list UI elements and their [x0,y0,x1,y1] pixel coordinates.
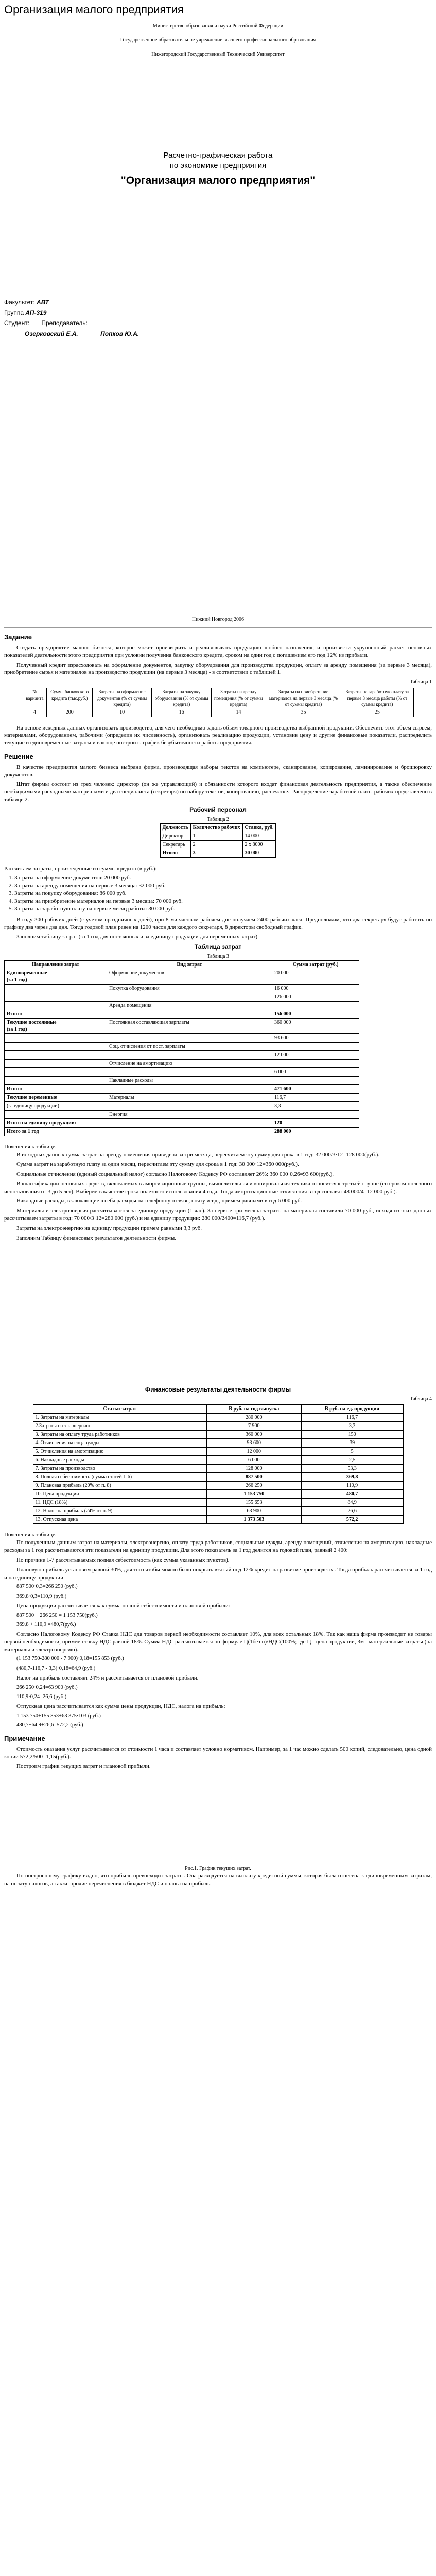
t2-header: Должность [160,823,190,832]
figure-caption: Рис.1. График текущих затрат. [185,1866,251,1872]
cell-text: Покупка оборудования [109,986,160,992]
table-cell: 360 000 [206,1430,301,1439]
table-cell [5,1010,107,1019]
table-cell [5,1019,107,1034]
cell-text: 116,7 [274,1094,286,1100]
table-cell: 53,3 [301,1464,403,1473]
cell-text: Отчисление на амортизацию [109,1060,172,1066]
table-row [5,1019,359,1034]
table-cell: 266 250 [206,1481,301,1490]
t1-cell: 10 [93,708,152,717]
table-row [5,985,359,993]
t3-header: Сумма затрат (руб.) [272,960,359,969]
table-cell: 155 653 [206,1498,301,1507]
t1-header: Затраты на аренду помещения (% от суммы кредита) [212,688,266,708]
table-row [33,1473,403,1482]
cell-text: 93 600 [274,1035,289,1041]
t1-header: Затраты на заработную плату за первые 3 месяца работы (% от суммы кредита) [341,688,413,708]
cell-subtext: (за 1 год) [7,1026,27,1032]
table-3 [4,960,359,1137]
table-cell [5,1110,107,1119]
table-cell: 5. Отчисления на амортизацию [33,1447,206,1456]
table-cell: 572,2 [301,1515,403,1524]
table-cell [5,1059,107,1068]
table-cell [5,1102,107,1111]
table-cell [107,1059,272,1068]
table-cell: 12 000 [206,1447,301,1456]
solution-paragraph-4: Заполним таблицу затрат (за 1 год для постоянных и за единицу продукции для переменных затрат). [16,934,259,940]
cell-text: Итого на единицу продукции: [7,1120,76,1126]
t1-cell: 14 [212,708,266,717]
table-cell [107,1093,272,1102]
fin-expl: Цена продукции рассчитывается как сумма полной себестоимости и плановой прибыли: [16,1602,230,1609]
table-cell [272,985,359,993]
t2-cell: 2 х 8000 [242,840,276,849]
t1-header: Затраты на оформление документов (% от суммы кредита) [93,688,152,708]
fin-expl: По построенному графику видно, что прибыль превосходит затраты. Она расходуется на выплату кредитной суммы, которая была отнесена к единовременным затратам, на оплату налогов, а также прочие перечисления в бюджет НДС и налога на прибыль. [4,1872,432,1887]
table-cell: 2,5 [301,1456,403,1465]
table-row [33,1507,403,1516]
table-cell [5,1042,107,1051]
t2-cell: 3 [190,849,242,858]
cell-text: Постоянная составляющая зарплаты [109,1020,189,1026]
table-row [5,1068,359,1077]
table-cell [107,985,272,993]
fin-expl: По причине 1-7 рассчитываемых полная себестоимость (как сумма указанных пунктов). [16,1556,230,1563]
table-cell [107,1076,272,1085]
table-cell [107,1002,272,1010]
table-row [33,1481,403,1490]
table-cell [272,1059,359,1068]
costs-expl-heading: Пояснения к таблице. [4,1144,57,1150]
table-row [5,1110,359,1119]
cell-text: Оформление документов [109,970,164,976]
table-cell [272,1127,359,1136]
table-cell [272,1093,359,1102]
table-row [33,1498,403,1507]
cell-text: Единовременные [7,970,47,976]
t1-header: Сумма банковского кредита (тыс.руб.) [47,688,93,708]
fin-expl: Налог на прибыль составляет 24% и рассчитывается от плановой прибыли. [16,1674,199,1681]
table-cell: 63 900 [206,1507,301,1516]
table-cell: 150 [301,1430,403,1439]
table-cell [107,993,272,1002]
cell-text: Текущие постоянные [7,1020,57,1026]
t1-header: № варианта [23,688,47,708]
faculty-value: АВТ [37,299,49,307]
table-cell [107,1019,272,1034]
table-cell [272,1102,359,1111]
t4-header: В руб. на год выпуска [206,1405,301,1414]
table-row [33,1430,403,1439]
table-1-label: Таблица 1 [410,679,432,685]
table-cell [5,1034,107,1043]
cell-text: 16 000 [274,986,289,992]
calc-line: (480,7-116,7 - 3,3)·0,18=64,9 (руб.) [16,1665,96,1671]
table-cell [107,1085,272,1094]
cell-text: 6 000 [274,1069,286,1075]
main-title: "Организация малого предприятия" [120,174,316,187]
table-row [33,1464,403,1473]
t2-cell: 30 000 [242,849,276,858]
table-cell [5,1119,107,1128]
t2-cell: Директор [160,832,190,841]
table-cell [5,1093,107,1102]
cell-text: Энергия [109,1111,128,1117]
city-year: Нижний Новгород 2006 [191,616,245,622]
table-2 [160,823,276,858]
table-2-label: Таблица 2 [207,817,229,823]
student-name-2: Попков Ю.А. [100,330,139,337]
fin-expl: Согласно Налоговому Кодексу РФ Ставка НДС для товаров первой необходимости составляет 10%, для всех остальных 18%. Так как наша фирма производит не товары первой необходимости, примем ставку НДС равной 18%. Сумма НДС рассчитывается по формуле Ц(1без н)/НДС(100%; где Ц - цена продукции, Зм - материальные затраты (на материалы и электроэнергию). [4,1631,432,1653]
table-cell [272,1019,359,1034]
table-cell: 480,7 [301,1490,403,1499]
table-row [33,1413,403,1422]
cell-text: Накладные расходы [109,1077,153,1083]
cell-text: Итого: [7,1011,23,1017]
students [25,330,432,338]
t1-cell: 16 [152,708,212,717]
task-heading: Задание [4,633,32,641]
table-cell [5,1002,107,1010]
table-cell [107,1119,272,1128]
table-row [5,1127,359,1136]
table-cell: 5 [301,1447,403,1456]
calc-line: 369,8·0,3=110,9 (руб.) [16,1593,67,1599]
table-cell: 4. Отчисления на соц. нужды [33,1439,206,1448]
table-cell [272,1085,359,1094]
t3-header: Вид затрат [107,960,272,969]
table-row [5,1102,359,1111]
table-cell: 887 500 [206,1473,301,1482]
table-row [5,1010,359,1019]
table-cell: 110,9 [301,1481,403,1490]
table-cell [5,1085,107,1094]
list-item: 3. Затраты на покупку оборудования: 86 000 руб. [14,890,432,897]
t2-cell: 1 [190,832,242,841]
table-cell [5,1068,107,1077]
table-cell: 3. Затраты на оплату труда работников [33,1430,206,1439]
notes-heading: Примечание [4,1735,45,1743]
table-cell: 116,7 [301,1413,403,1422]
costs-table-title: Таблица затрат [194,943,242,951]
table-cell [107,1010,272,1019]
fin-expl: По полученным данным затрат на материалы, электроэнергию, оплату труда работников, социальные нужды, аренду помещений, отчисления на амортизацию, накладные расходы за 1 год рассчитываются эти показатели на единицу продукции. Для этого показатель за 1 год делится на годовой план, равный 2 400: [4,1539,432,1554]
student-label: Студент: [4,319,30,327]
table-cell [272,1051,359,1060]
cell-text: Материалы [109,1094,134,1100]
table-row [5,1002,359,1010]
table-cell: 9. Плановая прибыль (20% от п. 8) [33,1481,206,1490]
table-row [33,1490,403,1499]
table-cell: 11. НДС (18%) [33,1498,206,1507]
costs-intro: Рассчитаем затраты, произведенные из суммы кредита (в руб.): [4,865,157,872]
t4-header: Статьи затрат [33,1405,206,1414]
table-cell [107,1127,272,1136]
list-item: 5. Затраты на заработную плату на первые месяц работы: 30 000 руб. [14,905,432,913]
cell-text: Текущие переменные [7,1094,57,1100]
costs-expl: Материалы и электроэнергия рассчитываются за единицу продукции (1 час). За первые три месяца затраты на материалы составили 70 000 руб., исходя из этих данных рассчитываем затраты в год: 70 000/3·12=280 000 (руб.) и на единицу продукции: 280 000/2400=116,7 (руб.). [4,1208,432,1222]
table-cell [5,985,107,993]
table-cell [272,1076,359,1085]
table-cell: 84,9 [301,1498,403,1507]
table-cell [107,1068,272,1077]
table-cell [272,993,359,1002]
table-row [5,1119,359,1128]
table-cell [5,1076,107,1085]
table-cell: 1 373 503 [206,1515,301,1524]
costs-expl: Социальные отчисления (единый социальный налог) согласно Налоговому Кодексу РФ составляет 26%: 360 000·0,26=93 600(руб.). [16,1171,334,1177]
t1-cell: 35 [266,708,341,717]
costs-list [14,874,432,912]
costs-expl: Затраты на электроэнергию на единицу продукции примем равными 3,3 руб. [16,1225,202,1231]
table-cell [272,1042,359,1051]
cell-text: 360 000 [274,1020,291,1026]
cell-text: 288 000 [274,1128,291,1134]
table-cell [5,1051,107,1060]
institution: Государственное образовательное учреждение высшего профессионального образования [120,37,316,43]
table-cell: 26,6 [301,1507,403,1516]
table-cell [272,1010,359,1019]
fin-table-title: Финансовые результаты деятельности фирмы [145,1385,291,1393]
table-cell [5,969,107,985]
page-title: Организация малого предприятия [4,3,184,16]
table-cell [272,1034,359,1043]
t2-cell: Итого: [160,849,190,858]
group-label: Группа [4,309,24,317]
solution-heading: Решение [4,753,33,761]
t2-cell: 14 000 [242,832,276,841]
divider [4,627,432,628]
calc-line: 887 500 + 266 250 = 1 153 750(руб.) [16,1612,98,1618]
table-cell [107,1102,272,1111]
fin-expl: Построим график текущих затрат и плановой прибыли. [16,1763,151,1770]
task-paragraph-1: Создать предприятие малого бизнеса, которое может производить и реализовывать продукцию любого назначения, и произвести укрупненный расчет основных показателей деятельности этого предприятия при условии получения банковского кредита, сроком на один год с погашением его под 12% из прибыли. [4,644,432,658]
fin-expl-heading: Пояснения к таблице. [4,1532,57,1538]
costs-expl: Заполним Таблицу финансовых результатов деятельности фирмы. [16,1234,177,1241]
table-cell: 8. Полная себестоимость (сумма статей 1-6) [33,1473,206,1482]
cell-text: Итого: [7,1086,23,1092]
faculty-label: Факультет: [4,299,35,307]
calc-line: 110,9·0,24=26,6 (руб.) [16,1693,67,1700]
table-row [5,1051,359,1060]
table-row [5,1076,359,1085]
cell-text: 156 000 [274,1011,291,1017]
table-row [5,969,359,985]
table-row [5,993,359,1002]
table-cell: 1. Затраты на материалы [33,1413,206,1422]
table-cell [5,993,107,1002]
cell-text: Аренда помещения [109,1003,152,1009]
table-3-label: Таблица 3 [207,954,229,960]
table-row [5,1085,359,1094]
fin-expl: Плановую прибыль установим равной 30%, для того чтобы можно было покрыть взятый под 12% кредит на развитие производства. Тогда прибыль рассчитывается за 1 год и на единицу продукции: [4,1566,432,1581]
table-cell: 93 600 [206,1439,301,1448]
costs-expl: В классификации основных средств, включаемых в амортизационные группы, вычислительная и копировальная техника относится к третьей группе (со сроком полезного использования от 3 до 5 лет). Выберем в качестве срока полезного использования 4 года. Тогда амортизационные отчисления в год составят 48 000/4=12 000 руб.). [4,1180,432,1195]
t2-header: Количество рабочих [190,823,242,832]
table-cell: 7. Затраты на производство [33,1464,206,1473]
table-cell: 3,3 [301,1422,403,1431]
solution-paragraph-2: Штат фирмы состоит из трех человек: директор (он же управляющий) и обязанности которого входят финансовая деятельность предприятия, а также обеспечение необходимыми расходными материалами и два специалиста (секретаря) по набору текстов, копированию, распечатке.. Распределение заработной платы рабочих представлено в таблице 2. [4,781,432,803]
t1-cell: 25 [341,708,413,717]
work-type: Расчетно-графическая работа [163,151,273,160]
group [4,309,432,317]
table-cell [107,1110,272,1119]
table-4-label: Таблица 4 [410,1396,432,1402]
table-cell [107,1042,272,1051]
table-cell: 6. Накладные расходы [33,1456,206,1465]
faculty [4,298,432,307]
fin-expl: Стоимость оказания услуг рассчитывается от стоимости 1 часа и составляет условно нормативом. Например, за 1 час можно сделать 500 копий, следовательно, цена одной копии 572,2/500=1,15(руб.). [4,1745,432,1760]
table-cell: 13. Отпускная цена [33,1515,206,1524]
list-item: 1. Затраты на оформление документов: 20 000 руб. [14,874,432,882]
cell-text: 20 000 [274,970,289,976]
costs-expl: В исходных данных сумма затрат на аренду помещения приведена за три месяца, пересчитаем эту сумму для срока в 1 год: 32 000/3·12=128 000(руб.). [16,1151,380,1158]
student-name-1: Озерковский Е.А. [25,330,78,337]
cell-text: 471 600 [274,1086,291,1092]
table-cell [272,1119,359,1128]
table-cell: 1 153 750 [206,1490,301,1499]
table-cell [272,1068,359,1077]
t2-cell: Секретарь [160,840,190,849]
staff-title: Рабочий персонал [189,806,247,814]
table-cell [5,1127,107,1136]
cell-text: Соц. отчисления от пост. зарплаты [109,1043,185,1049]
calc-line: 266 250·0,24=63 900 (руб.) [16,1684,78,1690]
table-row [33,1422,403,1431]
t1-header: Затраты на закупку оборудования (% от суммы кредита) [152,688,212,708]
cell-subtext: (за 1 год) [7,977,27,983]
table-cell [272,1002,359,1010]
table-row [33,1439,403,1448]
table-cell [272,1110,359,1119]
table-row [5,1034,359,1043]
table-row [33,1515,403,1524]
table-row [5,1093,359,1102]
cell-text: 126 000 [274,994,291,1000]
table-cell: 6 000 [206,1456,301,1465]
calc-line: 369,8 + 110,9 =480,7(руб.) [16,1621,76,1628]
table-cell: 10. Цена продукции [33,1490,206,1499]
table-cell [107,1051,272,1060]
t3-header: Направление затрат [5,960,107,969]
people-labels [4,319,432,327]
t1-cell: 200 [47,708,93,717]
costs-expl: Сумма затрат на заработную плату за один месяц, пересчитаем эту сумму для срока в 1 год: 30 000·12=360 000(руб.). [16,1161,299,1168]
table-1 [23,688,414,717]
list-item: 2. Затраты на аренду помещения на первые 3 месяца: 32 000 руб. [14,882,432,890]
table-4 [33,1404,404,1524]
costs-expl: Накладные расходы, включающие в себя расходы на телефонную связь, почту и т.д., примем равными в год 6 000 руб. [16,1198,302,1205]
calc-line: 1 153 750+155 853+63 375·103 (руб.) [16,1713,101,1719]
list-item: 4. Затраты на приобретение материалов на первые 3 месяца: 70 000 руб. [14,897,432,905]
table-cell: 128 000 [206,1464,301,1473]
task-paragraph-2: Полученный кредит израсходовать на оформление документов, закупку оборудования для производства продукции, оплату за аренду помещения (за первые 3 месяца), приобретение сырья и материалов на производство продукции (на первые 3 месяца) - в соответствии с таблицей 1. [4,662,432,676]
solution-paragraph-1: В качестве предприятия малого бизнеса выбрана фирма, производящая наборы текстов на компьютере, сканирование, копирование, ламинирование и брошюровку документов. [4,764,432,778]
fin-expl: Отпускная цена рассчитывается как сумма цены продукции, НДС, налога на прибыль: [16,1703,225,1710]
table-cell [107,969,272,985]
t1-header: Затраты на приобретение материалов на первые 3 месяца (% от суммы кредита) [266,688,341,708]
t2-header: Ставка, руб. [242,823,276,832]
teacher-label: Преподаватель: [41,319,88,327]
t2-cell: 2 [190,840,242,849]
table-row [5,1042,359,1051]
cell-text: 3,3 [274,1103,281,1109]
group-value: АП-319 [25,309,47,317]
cell-text: (за единицу продукции) [7,1103,59,1109]
table-cell [107,1034,272,1043]
table-cell: 369,8 [301,1473,403,1482]
subject: по экономике предприятия [169,161,267,171]
table-cell: 2.Затраты на эл. энергию [33,1422,206,1431]
table-cell [272,969,359,985]
solution-paragraph-3: В году 300 рабочих дней (с учетом праздничных дней), при 8-ми часовом рабочем дне получаем 2400 рабочих часа. Предположим, что два секретаря будут работать по графику два через два дня. Тогда годовой план равен на 1200 часов для каждого секретаря, 8 директоры свободный график. [4,916,432,930]
table-row [33,1456,403,1465]
university: Нижегородский Государственный Технический Университет [151,51,285,57]
cell-text: 120 [274,1120,282,1126]
t1-cell: 4 [23,708,47,717]
calc-line: (1 153 750-280 000 - 7 900)·0,18=155 853 (руб.) [16,1656,124,1662]
table-cell: 7 900 [206,1422,301,1431]
calc-line: 887 500·0,3=266 250 (руб.) [16,1584,78,1590]
ministry: Министерство образования и науки Российской Федерации [152,23,284,29]
t4-header: В руб. на ед. продукции [301,1405,403,1414]
table-cell: 12. Налог на прибыль (24% от п. 9) [33,1507,206,1516]
cell-text: Итого за 1 год [7,1128,39,1134]
calc-line: 480,7+64,9+26,6=572,2 (руб.) [16,1722,83,1728]
note-paragraph: На основе исходных данных организовать производство, для чего необходимо задать объем товарного производства выбранной продукции. Обеспечить этот объем сырьем, материалами, оборудованием, рабочими (определив их численность), организовать реализацию продукции, установив цену и другие финансовые показатели, распределить текущие и единовременные затраты и в конце построить график безубыточности работы предприятия. [4,724,432,747]
cell-text: 12 000 [274,1052,289,1058]
table-cell: 280 000 [206,1413,301,1422]
table-row [33,1447,403,1456]
table-cell: 39 [301,1439,403,1448]
table-row [5,1059,359,1068]
